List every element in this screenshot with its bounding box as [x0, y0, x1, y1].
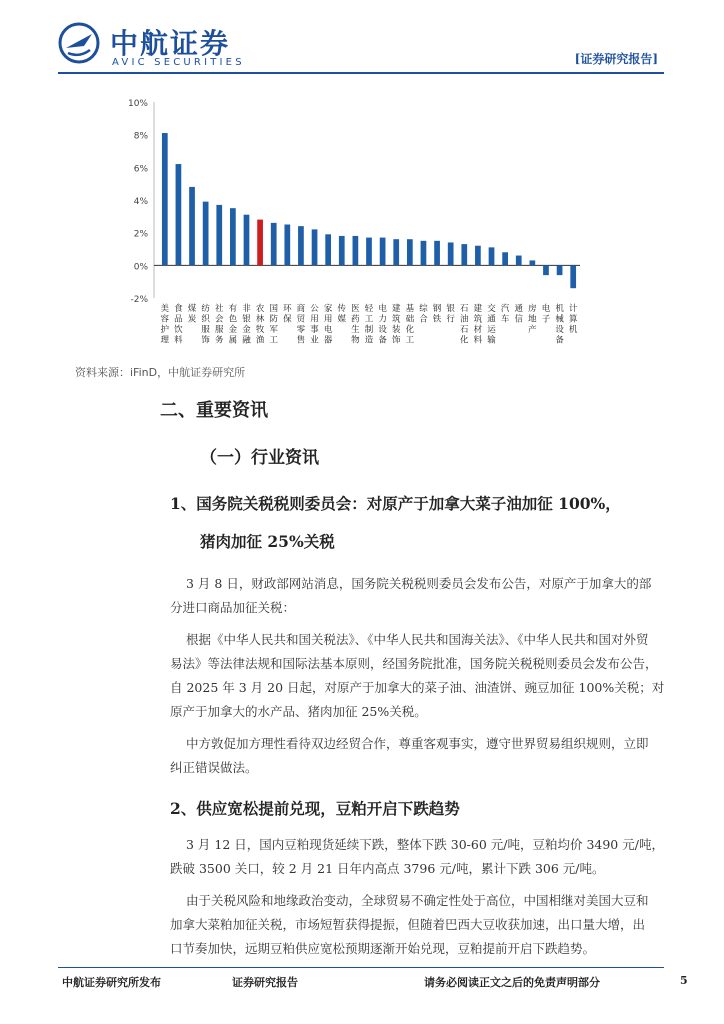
- y-tick-label: 0%: [133, 262, 148, 273]
- bar: [257, 220, 263, 266]
- bar: [366, 238, 372, 266]
- bar: [448, 242, 454, 265]
- x-tick-label: 石油石化: [460, 304, 469, 346]
- bar: [557, 265, 563, 275]
- x-tick-label: 有色金属: [228, 304, 238, 346]
- x-tick-label: 社会服务: [215, 304, 224, 346]
- bar: [162, 133, 168, 265]
- bar: [393, 239, 399, 265]
- bar: [434, 241, 440, 265]
- news-1-paragraph-1: 3 月 8 日，财政部网站消息，国务院关税税则委员会发布公告，对原产于加拿大的部 分进口商品加征关税：: [170, 576, 652, 615]
- x-tick-label: 银行: [446, 304, 455, 325]
- footer-publisher: 中航证券研究所发布: [62, 976, 161, 989]
- x-tick-label: 建筑材料: [473, 304, 483, 346]
- news-2-paragraph-2: 由于关税风险和地缘政治变动，全球贸易不确定性处于高位，中国相继对美国大豆和 加拿大菜粕加征关税，市场短暂获得提振，但随着巴西大豆收获加速，出口量大增，出 口节奏加快，远期豆粕供应宽松预期逐渐开始兑现，豆粕提前开启下跌趋势。: [170, 893, 649, 956]
- footer-disclaimer: 请务必阅读正文之后的免责声明部分: [424, 976, 600, 989]
- news-2-paragraph-1: 3 月 12 日，国内豆粕现货延续下跌，整体下跌 30-60 元/吨，豆粕均价 3490 元/吨， 跌破 3500 关口，较 2 月 21 日年内高点 3796 元/吨，累计下跌 306 元/吨。: [170, 837, 664, 876]
- y-tick-label: 6%: [133, 164, 148, 175]
- bar: [244, 215, 250, 266]
- section-heading: 二、重要资讯: [160, 400, 268, 421]
- bar: [312, 229, 318, 265]
- bar: [570, 265, 576, 288]
- bar: [461, 244, 467, 265]
- page-number: 5: [680, 974, 688, 987]
- news-1-title-line1: 1、国务院关税税则委员会：对原产于加拿大菜子油加征 100%，: [170, 494, 621, 513]
- x-tick-label: 环保: [283, 304, 292, 325]
- x-tick-label: 通信: [514, 304, 523, 325]
- x-tick-label: 交通运输: [487, 304, 496, 346]
- x-tick-label: 美容护理: [160, 304, 170, 346]
- logo-text-en: AVIC SECURITIES: [112, 57, 245, 68]
- y-tick-label: 10%: [127, 99, 148, 109]
- news-1-paragraph-3: 中方敦促加方理性看待双边经贸合作，尊重客观事实，遵守世界贸易组织规则，立即 纠正错误做法。: [170, 736, 649, 775]
- y-tick-label: -2%: [130, 295, 148, 305]
- bar: [176, 164, 182, 265]
- bar: [380, 238, 386, 266]
- y-tick-label: 8%: [133, 131, 148, 142]
- bar: [216, 205, 222, 265]
- bar: [489, 247, 495, 265]
- x-tick-label: 医药生物: [351, 304, 360, 346]
- x-tick-label: 电子: [541, 304, 551, 325]
- x-tick-label: 煤炭: [187, 304, 197, 325]
- bar: [298, 226, 304, 265]
- bar: [271, 223, 277, 265]
- footer-report-type: 证券研究报告: [232, 976, 298, 989]
- x-tick-label: 纺织服饰: [201, 304, 210, 346]
- news-1-paragraph-2: 根据《中华人民共和国关税法》、《中华人民共和国海关法》、《中华人民共和国对外贸 易法》等法律法规和国际法基本原则，经国务院批准，国务院关税税则委员会发布公告， 自 2025 年 3 月 20 日起，对原产于加拿大的菜子油、油渣饼、豌豆加征 100%关税；对 原产于加拿大的水产品、猪肉加征 25%关税。: [170, 632, 665, 719]
- x-tick-label: 轻工制造: [364, 304, 374, 346]
- industry-return-bar-chart: [120, 92, 600, 362]
- bar: [189, 187, 195, 265]
- x-tick-label: 非银金融: [242, 304, 251, 346]
- bar: [325, 234, 331, 265]
- subsection-heading: （一）行业资讯: [200, 448, 319, 468]
- y-tick-label: 4%: [133, 197, 148, 207]
- x-tick-label: 电力设备: [378, 304, 387, 346]
- x-tick-label: 机械设备: [555, 304, 564, 346]
- x-tick-label: 农林牧渔: [255, 304, 265, 346]
- x-tick-label: 汽车: [500, 304, 510, 325]
- news-1-title-line2: 猪肉加征 25%关税: [200, 532, 335, 551]
- x-tick-label: 传媒: [337, 304, 347, 325]
- bar: [475, 246, 481, 266]
- bar: [529, 260, 535, 265]
- bar: [353, 236, 359, 265]
- bar: [407, 239, 413, 265]
- x-tick-label: 综合: [419, 304, 428, 325]
- x-tick-label: 家用电器: [323, 304, 333, 346]
- x-tick-label: 公用事业: [310, 304, 319, 346]
- x-tick-label: 计算机: [568, 304, 578, 335]
- bar: [284, 225, 290, 266]
- avic-logo-icon: [58, 22, 100, 64]
- x-tick-label: 国防军工: [269, 304, 278, 346]
- x-tick-label: 基础化工: [405, 304, 415, 346]
- bar: [502, 252, 508, 265]
- bar: [339, 236, 345, 265]
- bar: [543, 265, 549, 275]
- x-tick-label: 建筑装饰: [391, 304, 401, 346]
- bar: [516, 256, 522, 266]
- x-tick-label: 房地产: [528, 304, 537, 335]
- bar: [203, 202, 209, 266]
- chart-source: 资料来源：iFinD，中航证券研究所: [75, 366, 246, 379]
- news-2-title: 2、供应宽松提前兑现，豆粕开启下跌趋势: [170, 799, 460, 818]
- footer-divider: [58, 967, 664, 968]
- bar: [421, 241, 427, 265]
- x-tick-label: 商贸零售: [296, 304, 306, 346]
- report-type-tag: [证券研究报告]: [574, 52, 658, 66]
- x-tick-label: 钢铁: [432, 304, 442, 325]
- header-divider: [58, 72, 664, 74]
- y-tick-label: 2%: [133, 229, 148, 240]
- x-tick-label: 食品饮料: [174, 304, 183, 346]
- bar: [230, 208, 236, 265]
- logo-text-cn: 中航证券: [110, 27, 231, 60]
